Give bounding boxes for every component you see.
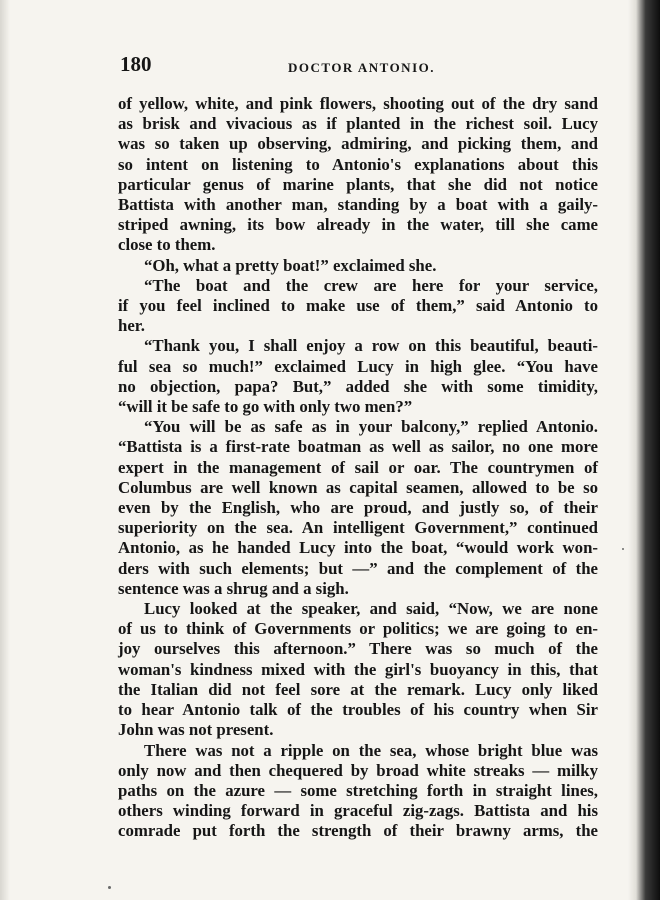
text-line: so intent on listening to Antonio's explanations about this — [118, 154, 598, 174]
text-line: striped awning, its bow already in the water, till she came — [118, 215, 598, 235]
paragraph — [118, 599, 598, 740]
text-line: even by the English, who are proud, and justly so, of their — [118, 498, 598, 518]
page-header — [120, 52, 592, 82]
text-line: There was not a ripple on the sea, whose bright blue was — [144, 740, 598, 760]
text-line: the Italian did not feel sore at the remark. Lucy only liked — [118, 679, 598, 699]
paragraph — [118, 741, 598, 842]
text-line: of us to think of Governments or politics; we are going to en- — [118, 619, 598, 639]
text-line: “You will be as safe as in your balcony,” replied Antonio. — [144, 417, 598, 437]
text-line: others winding forward in graceful zig-zags. Battista and his — [118, 801, 598, 821]
page-gutter-shadow — [0, 0, 10, 900]
text-line: John was not present. — [118, 720, 274, 740]
text-line: joy ourselves this afternoon.” There was so much of the — [118, 639, 598, 659]
paragraph — [118, 417, 598, 599]
text-line: as brisk and vivacious as if planted in the richest soil. Lucy — [118, 114, 598, 134]
text-line: close to them. — [118, 235, 216, 255]
body-text — [118, 94, 598, 842]
paragraph — [118, 276, 598, 337]
text-line: no objection, papa? But,” added she with some timidity, — [118, 376, 598, 396]
paper-speck — [108, 886, 111, 889]
text-line: if you feel inclined to make use of them,” said Antonio to — [118, 296, 598, 316]
running-title: DOCTOR ANTONIO. — [288, 60, 435, 75]
text-line: expert in the management of sail or oar. The countrymen of — [118, 457, 598, 477]
text-line: ders with such elements; but —” and the complement of the — [118, 558, 598, 578]
text-line: sentence was a shrug and a sigh. — [118, 578, 349, 598]
text-line: “Thank you, I shall enjoy a row on this beautiful, beauti- — [144, 336, 598, 356]
text-line: Lucy looked at the speaker, and said, “Now, we are none — [144, 599, 598, 619]
text-line: particular genus of marine plants, that she did not notice — [118, 174, 598, 194]
text-line: “The boat and the crew are here for your service, — [144, 275, 598, 295]
text-line: “will it be safe to go with only two men?” — [118, 397, 413, 417]
text-line: comrade put forth the strength of their brawny arms, the — [118, 821, 598, 841]
page-number: 180 — [120, 52, 152, 76]
text-line: Battista with another man, standing by a boat with a gaily- — [118, 195, 598, 215]
text-line: Columbus are well known as capital seamen, allowed to be so — [118, 477, 598, 497]
text-line: was so taken up observing, admiring, and picking them, and — [118, 134, 598, 154]
paragraph — [118, 94, 598, 256]
text-line: of yellow, white, and pink flowers, shooting out of the dry sand — [118, 94, 598, 113]
text-line: “Battista is a first-rate boatman as well as sailor, no one more — [118, 437, 598, 457]
text-line: “Oh, what a pretty boat!” exclaimed she. — [144, 255, 437, 275]
text-line: superiority on the sea. An intelligent Government,” continued — [118, 518, 598, 538]
text-line: paths on the azure — some stretching forth in straight lines, — [118, 780, 598, 800]
text-line: Antonio, as he handed Lucy into the boat, “would work won- — [118, 538, 598, 558]
text-line: to hear Antonio talk of the troubles of his country when Sir — [118, 700, 598, 720]
paper-speck — [622, 548, 624, 550]
paragraph — [118, 336, 598, 417]
text-line: woman's kindness mixed with the girl's buoyancy in this, that — [118, 659, 598, 679]
text-line: only now and then chequered by broad white streaks — milky — [118, 760, 598, 780]
paragraph — [118, 256, 598, 276]
text-line: ful sea so much!” exclaimed Lucy in high glee. “You have — [118, 356, 598, 376]
page-edge-shadow — [628, 0, 660, 900]
text-line: her. — [118, 316, 145, 336]
